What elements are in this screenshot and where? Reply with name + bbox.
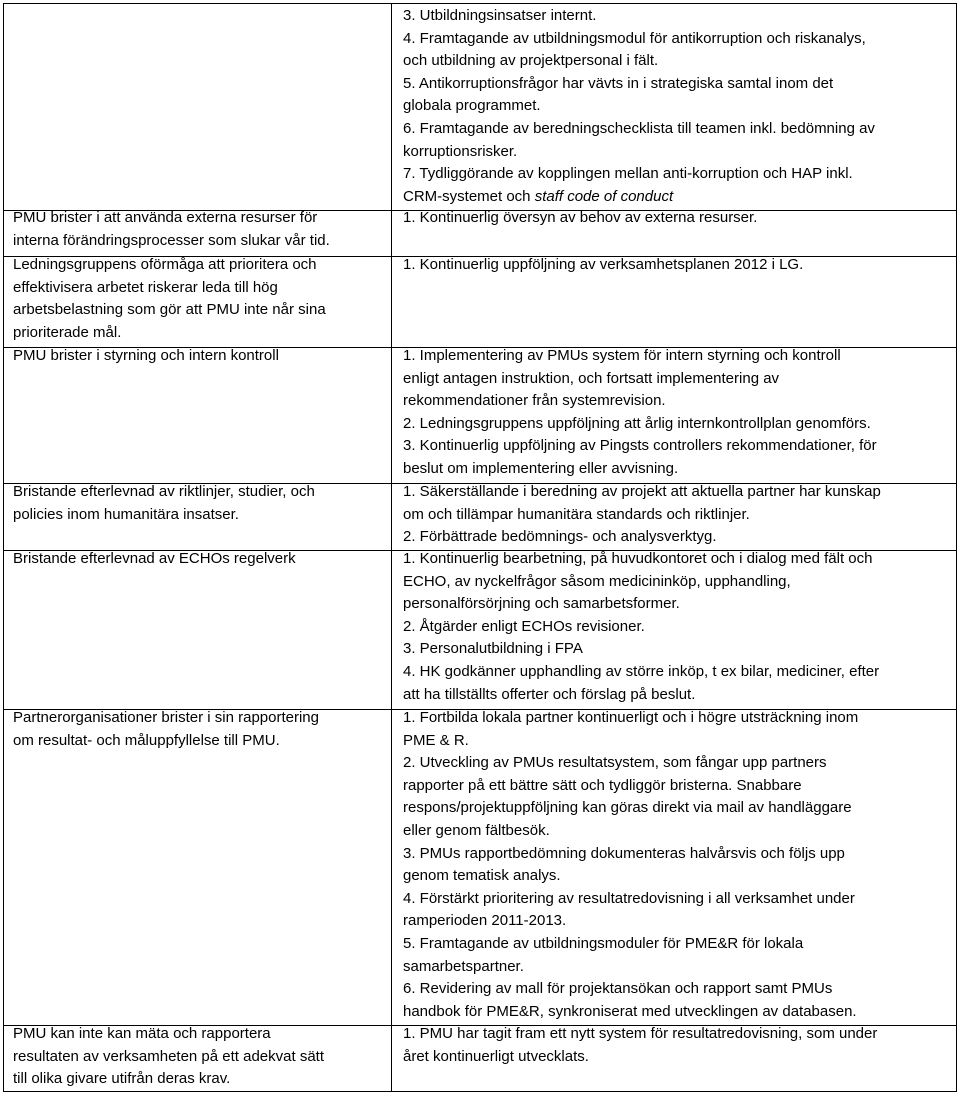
action-line: 5. Antikorruptionsfrågor har vävts in i strategiska samtal inom det	[403, 74, 834, 92]
problem-line: Bristande efterlevnad av riktlinjer, studier, och	[13, 483, 315, 500]
action-line: 1. Kontinuerlig uppföljning av verksamhetsplanen 2012 i LG.	[403, 256, 804, 273]
action-line: beslut om implementering eller avvisning.	[403, 459, 679, 477]
action-line: globala programmet.	[403, 97, 541, 115]
action-line: 6. Revidering av mall för projektansökan och rapport samt PMUs	[403, 980, 833, 998]
problem-cell	[13, 707, 385, 752]
problem-cell	[13, 207, 385, 252]
action-line: 4. HK godkänner upphandling av större inköp, t ex bilar, mediciner, efter	[403, 662, 880, 680]
action-line: 3. Kontinuerlig uppföljning av Pingsts controllers rekommendationer, för	[403, 437, 877, 455]
action-line: enligt antagen instruktion, och fortsatt implementering av	[403, 369, 780, 387]
problem-line: Ledningsgruppens oförmåga att prioritera och	[13, 256, 317, 273]
problem-line: PMU kan inte kan mäta och rapportera	[13, 1025, 271, 1042]
action-line: att ha tillställts offerter och förslag på beslut.	[403, 685, 696, 703]
problem-line: prioriterade mål.	[13, 323, 122, 341]
action-text: CRM-systemet och	[403, 187, 535, 205]
action-line: samarbetspartner.	[403, 957, 524, 975]
problem-line: arbetsbelastning som gör att PMU inte når sina	[13, 301, 326, 319]
action-line: 6. Framtagande av beredningschecklista till teamen inkl. bedömning av	[403, 119, 875, 137]
action-line: ECHO, av nyckelfrågor såsom medicininköp, upphandling,	[403, 572, 791, 590]
action-line: korruptionsrisker.	[403, 142, 518, 160]
problem-line: Bristande efterlevnad av ECHOs regelverk	[13, 550, 296, 567]
problem-line: effektivisera arbetet riskerar leda till hög	[13, 278, 278, 296]
action-line: PME & R.	[403, 731, 469, 749]
action-line: 3. PMUs rapportbedömning dokumenteras halvårsvis och följs upp	[403, 844, 845, 862]
action-line: 1. Säkerställande i beredning av projekt att aktuella partner har kunskap	[403, 483, 881, 500]
problem-cell	[13, 548, 385, 571]
action-line: personalförsörjning och samarbetsformer.	[403, 595, 680, 613]
action-line: respons/projektuppföljning kan göras direkt via mail av handläggare	[403, 799, 852, 817]
action-line: 2. Ledningsgruppens uppföljning att årlig internkontrollplan genomförs.	[403, 414, 871, 432]
action-line: rekommendationer från systemrevision.	[403, 392, 666, 410]
action-line: genom tematisk analys.	[403, 867, 561, 885]
problem-line: till olika givare utifrån deras krav.	[13, 1070, 231, 1088]
problem-line: policies inom humanitära insatser.	[13, 505, 239, 523]
action-line: 3. Personalutbildning i FPA	[403, 640, 583, 658]
action-line: 2. Utveckling av PMUs resultatsystem, som fångar upp partners	[403, 754, 827, 772]
risk-table	[3, 3, 957, 1092]
problem-line: resultaten av verksamheten på ett adekvat sätt	[13, 1047, 325, 1065]
actions-cell	[403, 207, 951, 230]
action-line: rapporter på ett bättre sätt och tydliggör bristerna. Snabbare	[403, 776, 802, 794]
actions-cell	[403, 5, 951, 208]
problem-cell	[13, 1023, 385, 1091]
action-line: 1. Kontinuerlig bearbetning, på huvudkontoret och i dialog med fält och	[403, 550, 873, 567]
action-line: 5. Framtagande av utbildningsmoduler för PME&R för lokala	[403, 934, 804, 952]
problem-cell	[13, 345, 385, 368]
action-italic-text: staff code of conduct	[534, 187, 674, 205]
action-line: ramperioden 2011-2013.	[403, 912, 567, 930]
action-line: 4. Framtagande av utbildningsmodul för antikorruption och riskanalys,	[403, 29, 866, 47]
action-line: 3. Utbildningsinsatser internt.	[403, 7, 597, 24]
table-border-top	[3, 3, 957, 4]
action-line: 1. Kontinuerlig översyn av behov av externa resurser.	[403, 209, 758, 226]
actions-cell	[403, 254, 951, 277]
problem-line: Partnerorganisationer brister i sin rapportering	[13, 709, 319, 726]
actions-cell	[403, 481, 951, 549]
action-line	[403, 186, 951, 209]
problem-line: PMU brister i styrning och intern kontroll	[13, 347, 279, 364]
actions-cell	[403, 345, 951, 481]
action-line: året kontinuerligt utvecklats.	[403, 1047, 589, 1065]
table-border-left	[3, 3, 4, 1092]
action-line: 4. Förstärkt prioritering av resultatredovisning i all verksamhet under	[403, 889, 855, 907]
actions-cell	[403, 548, 951, 706]
problem-line: om resultat- och måluppfyllelse till PMU.	[13, 731, 280, 749]
table-border-right	[956, 3, 957, 1092]
action-line: 1. Implementering av PMUs system för intern styrning och kontroll	[403, 347, 841, 364]
action-line: 1. PMU har tagit fram ett nytt system för resultatredovisning, som under	[403, 1025, 878, 1042]
action-line: och utbildning av projektpersonal i fält.	[403, 52, 659, 70]
problem-cell	[13, 481, 385, 526]
problem-line: interna förändringsprocesser som slukar vår tid.	[13, 231, 330, 249]
action-line: 1. Fortbilda lokala partner kontinuerligt och i högre utsträckning inom	[403, 709, 859, 726]
action-line: 2. Åtgärder enligt ECHOs revisioner.	[403, 617, 645, 635]
actions-cell	[403, 1023, 951, 1068]
table-border-bottom	[3, 1091, 957, 1092]
problem-cell	[13, 254, 385, 344]
actions-cell	[403, 707, 951, 1023]
action-line: om och tillämpar humanitära standards och riktlinjer.	[403, 505, 750, 523]
action-line: 2. Förbättrade bedömnings- och analysverktyg.	[403, 528, 717, 546]
action-line: eller genom fältbesök.	[403, 821, 550, 839]
column-divider	[391, 3, 392, 1092]
problem-line: PMU brister i att använda externa resurser för	[13, 209, 318, 226]
action-line: handbok för PME&R, synkroniserat med utvecklingen av databasen.	[403, 1002, 857, 1020]
action-line: 7. Tydliggörande av kopplingen mellan anti-korruption och HAP inkl.	[403, 165, 853, 183]
